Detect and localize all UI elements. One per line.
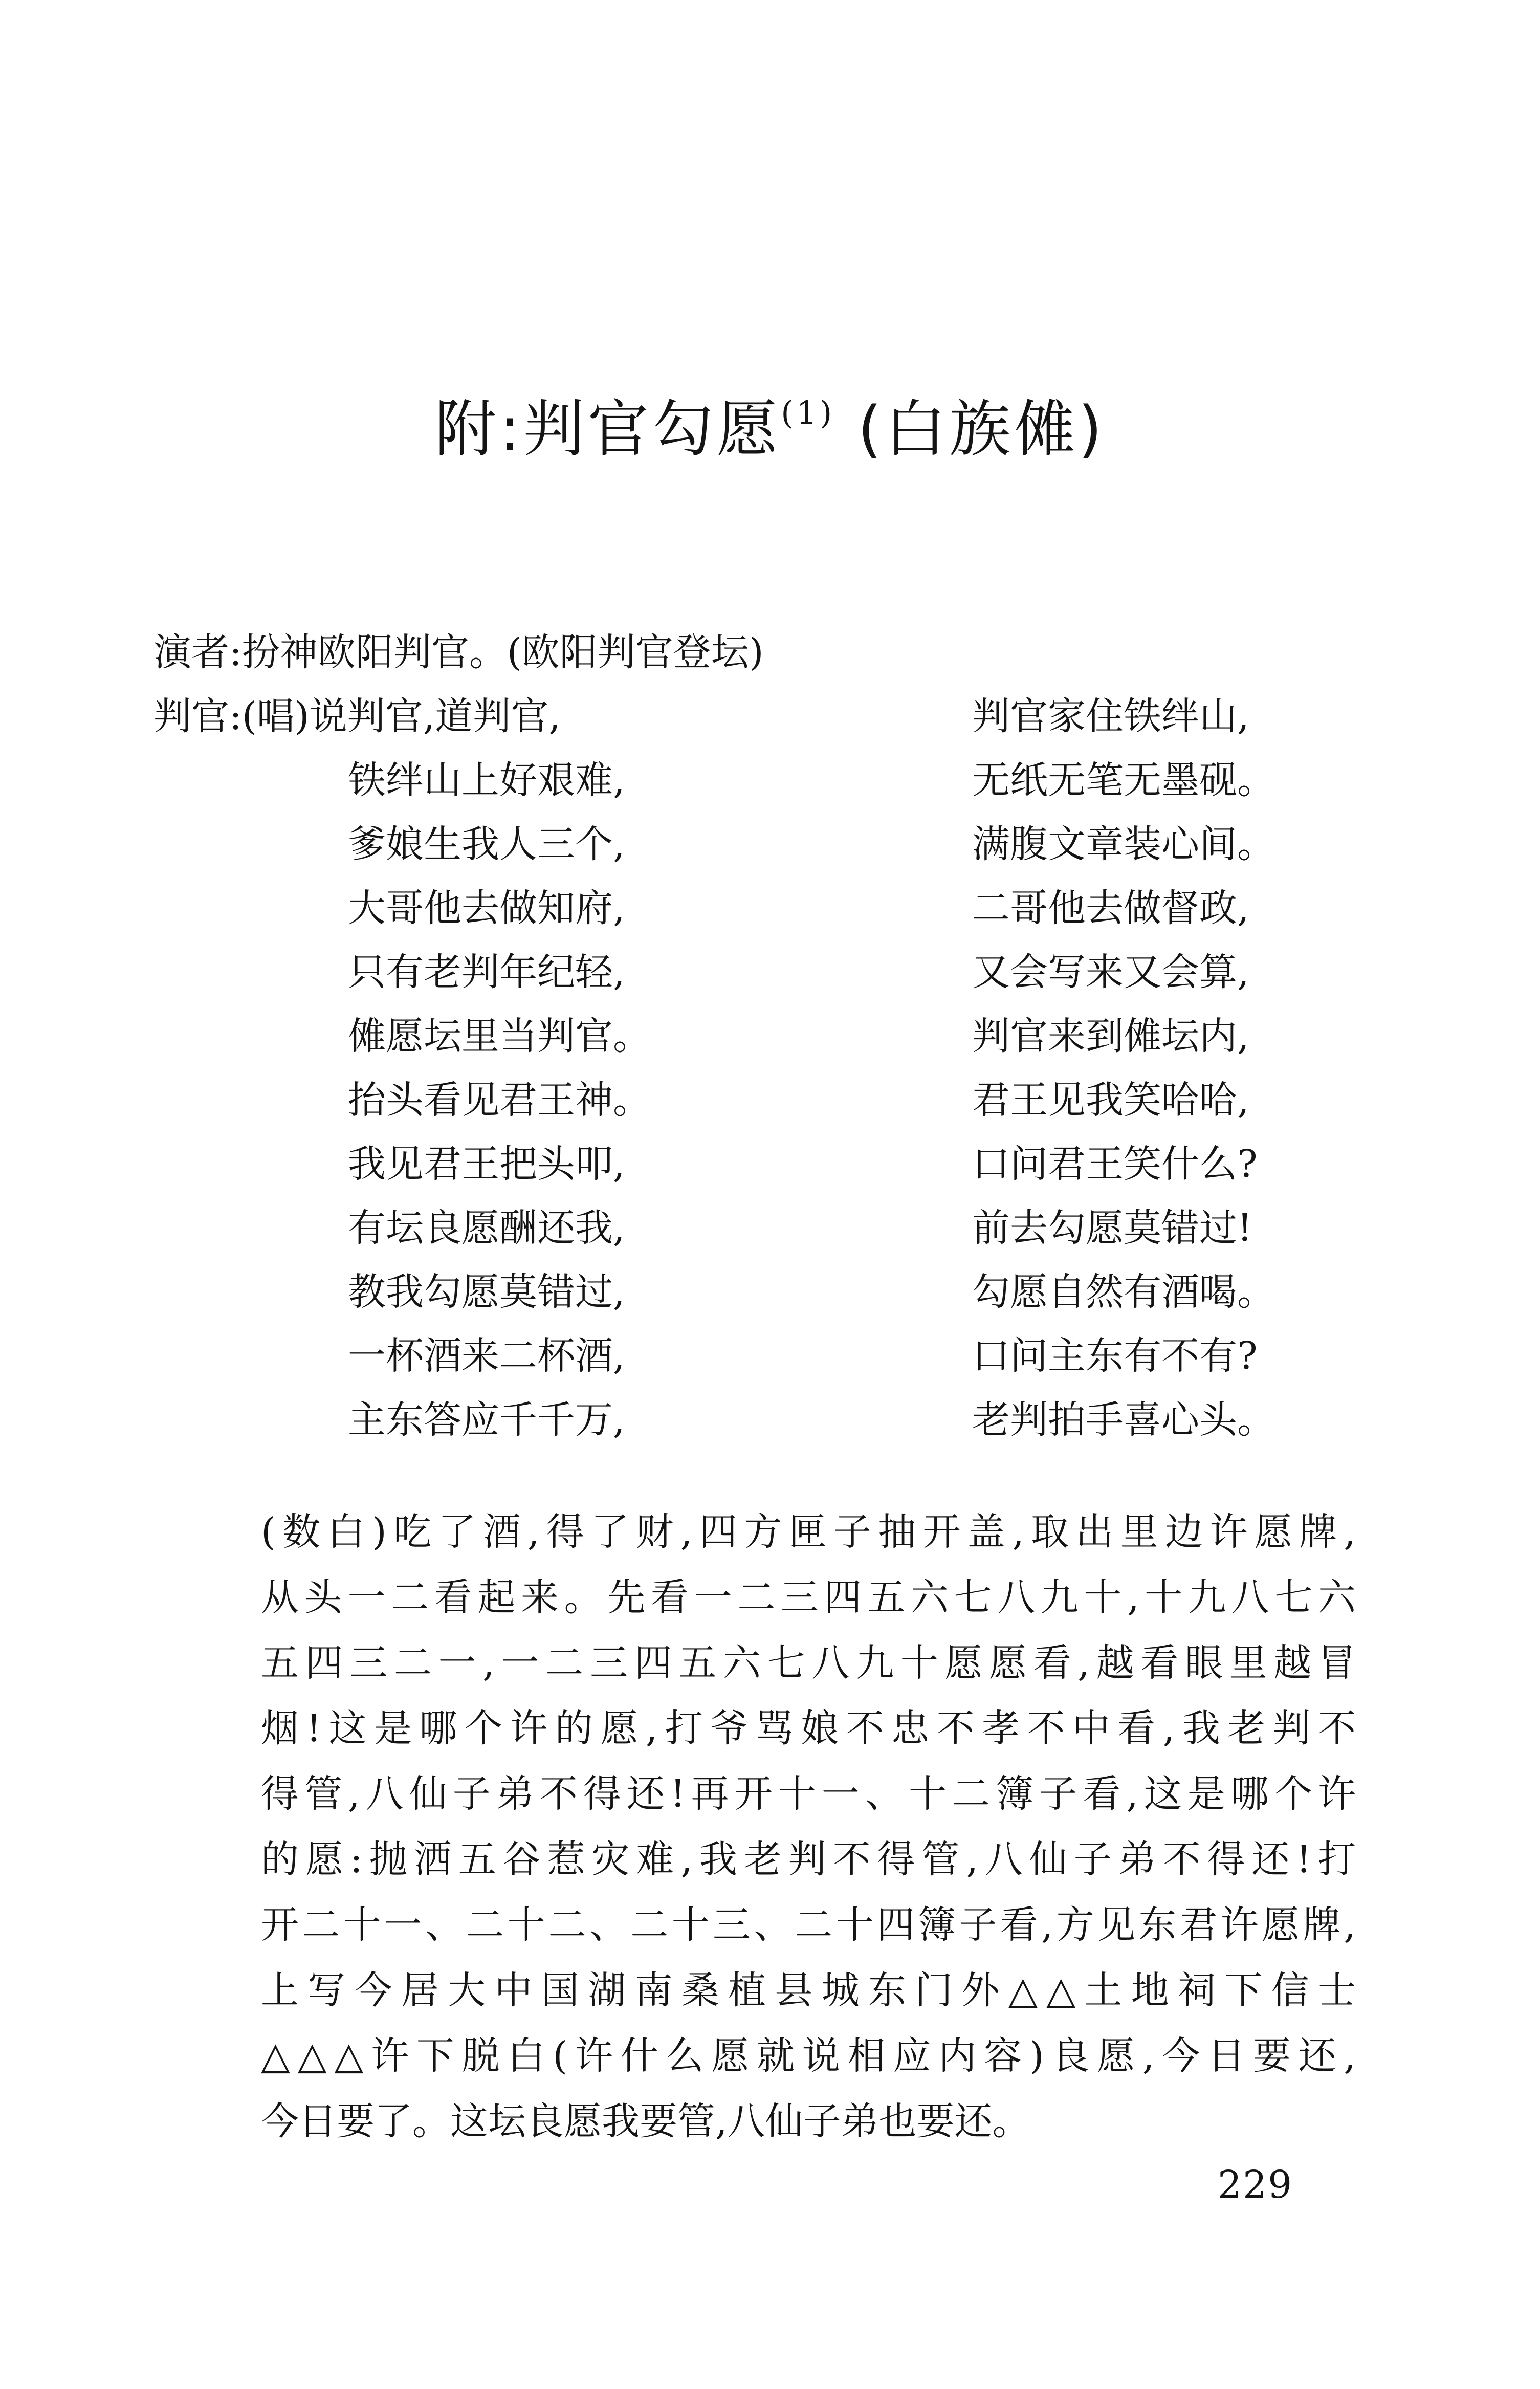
lyric-left: 爹娘生我人三个,: [348, 822, 625, 866]
prose-line: 今日要了。这坛良愿我要管,八仙子弟也要还。: [261, 2099, 1030, 2143]
lyric-right: 口问君王笑什么?: [972, 1142, 1258, 1186]
prose-line: 烟!这是哪个许的愿,打爷骂娘不忠不孝不中看,我老判不: [261, 1706, 1356, 1750]
performer-intro: 演者:扮神欧阳判官。(欧阳判官登坛): [153, 630, 764, 674]
prose-line: △△△许下脱白(许什么愿就说相应内容)良愿,今日要还,: [261, 2034, 1356, 2078]
speaker-line: 判官:(唱)说判官,道判官,: [153, 694, 561, 738]
lyric-left: 大哥他去做知府,: [348, 886, 625, 930]
lyric-left: 教我勾愿莫错过,: [348, 1270, 625, 1314]
lyric-left: 一杯酒来二杯酒,: [348, 1334, 625, 1378]
prose-line: 得管,八仙子弟不得还!再开十一、十二簿子看,这是哪个许: [261, 1772, 1356, 1816]
lyric-left: 傩愿坛里当判官。: [348, 1014, 651, 1058]
lyric-right: 满腹文章装心间。: [972, 822, 1275, 866]
prose-line: 五四三二一,一二三四五六七八九十愿愿看,越看眼里越冒: [261, 1641, 1356, 1685]
lyric-right: 口问主东有不有?: [972, 1334, 1258, 1378]
lyric-right: 君王见我笑哈哈,: [972, 1078, 1249, 1122]
lyric-right: 判官家住铁绊山,: [972, 694, 1249, 738]
lyric-left: 主东答应千千万,: [348, 1398, 625, 1442]
spoken-passage: [261, 1499, 1356, 2154]
lyric-left: 铁绊山上好艰难,: [348, 758, 625, 802]
lyric-right: 勾愿自然有酒喝。: [972, 1270, 1275, 1314]
page-number: 229: [1218, 2163, 1293, 2207]
page-title: [0, 389, 1540, 471]
lyric-right: 判官来到傩坛内,: [972, 1014, 1249, 1058]
footnote-mark: (1): [781, 394, 835, 431]
title-main: 附:判官勾愿: [434, 394, 781, 465]
lyric-left: 有坛良愿酬还我,: [348, 1206, 625, 1250]
lyric-right: 老判拍手喜心头。: [972, 1398, 1275, 1442]
prose-line: 从头一二看起来。先看一二三四五六七八九十,十九八七六: [261, 1575, 1356, 1619]
prose-line: 的愿:抛洒五谷惹灾难,我老判不得管,八仙子弟不得还!打: [261, 1837, 1356, 1881]
prose-line: 上写今居大中国湖南桑植县城东门外△△土地祠下信士: [261, 1968, 1356, 2012]
lyric-right: 二哥他去做督政,: [972, 886, 1249, 930]
lyric-left: 抬头看见君王神。: [348, 1078, 651, 1122]
lyric-left: 我见君王把头叩,: [348, 1142, 625, 1186]
title-tail: (白族傩): [835, 394, 1106, 465]
lyric-right: 无纸无笔无墨砚。: [972, 758, 1275, 802]
lyric-left: 只有老判年纪轻,: [348, 950, 625, 994]
lyric-right: 前去勾愿莫错过!: [972, 1206, 1252, 1250]
lyric-right: 又会写来又会算,: [972, 950, 1249, 994]
prose-line: (数白)吃了酒,得了财,四方匣子抽开盖,取出里边许愿牌,: [261, 1510, 1356, 1554]
prose-line: 开二十一、二十二、二十三、二十四簿子看,方见东君许愿牌,: [261, 1903, 1356, 1947]
